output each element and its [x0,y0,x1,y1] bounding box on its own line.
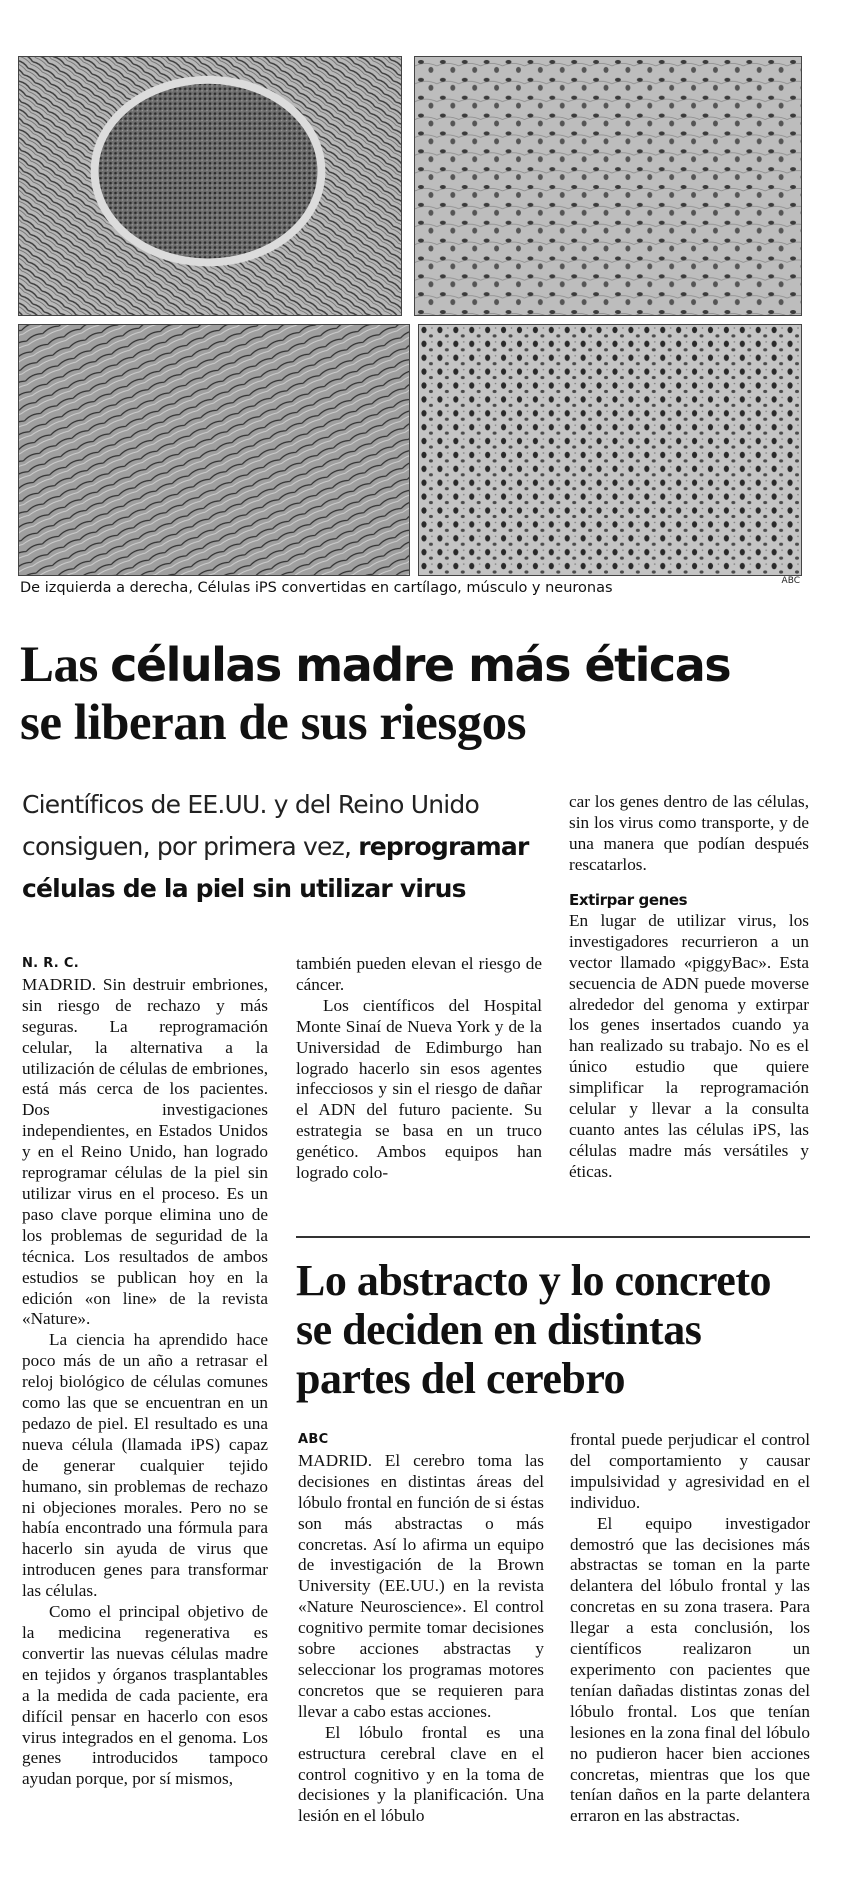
headline-bold: células madre más éticas [110,638,731,692]
article1-subhead [22,784,542,910]
article2-byline: ABC [298,1432,329,1447]
photo-credit: ABC [781,576,800,586]
article1-para5-end: car los genes dentro de las células, sin los virus como transporte, y de una manera que podían después rescatarlos. [569,792,809,874]
article1-column-3 [569,792,809,876]
article2-para2-end: frontal puede perjudicar el control del comportamiento y causar impulsividad y agresividad en el individuo. [570,1430,810,1512]
article1-byline: N. R. C. [22,956,79,971]
article1-para4: también pueden elevan el riesgo de cáncer. [296,954,542,994]
article1-subtitle: Extirpar genes [569,891,688,909]
photo-muscle-cells [18,324,410,576]
article1-para6: En lugar de utilizar virus, los investigadores recurrieron a un vector llamado «piggyBac». Esta secuencia de ADN puede moverse alrededor del genoma y extirpar los genes insertados cuando ya han realizado su trabajo. No es el único estudio que quiere simplificar la reprogramación celular y llevar a la consulta cuanto antes las células iPS, las células madre más versátiles y éticas. [569,910,809,1181]
article2-column-1 [298,1430,544,1827]
article-divider [296,1236,810,1238]
headline-line2: se liberan de sus riesgos [20,695,527,751]
article1-para2: La ciencia ha aprendido hace poco más de un año a retrasar el reloj biológico de células comunes como las que se encuentran en un pedazo de piel. El resultado es una nueva célula (llamada iPS) capaz de generar cualquier tejido humano, sin problemas de rechazo ni objeciones morales. Pero no se había encontrado una fórmula para hacerlo sin ayuda de virus que introducen genes para transformar las células. [22,1330,268,1601]
article2-para3: El equipo investigador demostró que las decisiones más abstractas se toman en la parte delantera del lóbulo frontal y las concretas en su zona trasera. Para llegar a esta conclusión, los científicos realizaron un experimento con pacientes que tenían dañadas distintas zonas del lóbulo frontal. Los que tenían lesiones en la zona final del lóbulo no pudieron hacer bien acciones concretas, mientras que los que tenían daños en la parte delantera erraron en las abstractas. [570,1513,810,1826]
article1-para5-start: Los científicos del Hospital Monte Sinaí de Nueva York y de la Universidad de Edimburgo han logrado hacerlo sin esos agentes infecciosos y sin el riesgo de dañar el ADN del futuro paciente. Su estrategia se basa en un truco genético. Ambos equipos han logrado colo- [296,995,542,1183]
photo-tissue-cells [414,56,802,316]
subhead-bold: reprogramar células de la piel sin utilizar virus [22,832,529,903]
article1-para3: Como el principal objetivo de la medicina regenerativa es convertir las nuevas células madre en tejidos y órganos trasplantables a la medida de cada paciente, era difícil pensar en hacerlo con esos virus integrados en el genoma. Los genes introducidos tampoco ayudan porque, por sí mismos, [22,1602,268,1789]
photo-caption: De izquierda a derecha, Células iPS convertidas en cartílago, músculo y neuronas [20,580,613,596]
photo-grid [18,56,802,576]
article1-column-1 [22,954,268,1790]
article1-column-3b [569,890,809,1183]
headline-prefix: Las [20,637,111,693]
article2-para2-start: El lóbulo frontal es una estructura cerebral clave en el control cognitivo y en la toma de decisiones y la planificación. Una lesión en el lóbulo [298,1722,544,1826]
article2-headline: Lo abstracto y lo concreto se deciden en distintas partes del cerebro [296,1256,771,1403]
article1-para1: MADRID. Sin destruir embriones, sin riesgo de rechazo y más seguras. La reprogramación celular, la alternativa a la utilización de células de embriones, está más cerca de los pacientes. Dos investigaciones independientes, en Estados Unidos y en el Reino Unido, han logrado reprogramar células de la piel sin utilizar virus en el proceso. Es un paso clave porque elimina uno de los problemas de seguridad de la técnica. Los resultados de ambos estudios se publican hoy en la edición «on line» de la revista «Nature». [22,974,268,1329]
article1-headline [20,636,820,752]
photo-neuron-cells [418,324,802,576]
article1-column-2 [296,954,542,1184]
subhead-plain: Científicos de EE.UU. y del Reino Unido consiguen, por primera vez, [22,790,479,861]
article2-column-2 [570,1430,810,1827]
article2-para1: MADRID. El cerebro toma las decisiones en distintas áreas del lóbulo frontal en función de si éstas son más abstractas o más concretas. Así lo afirma un equipo de investigación de la Brown University (EE.UU.) en la revista «Nature Neuroscience». El control cognitivo permite tomar decisiones sobre acciones abstractas y seleccionar los programas motores concretos que se requieren para llevar a cabo estas acciones. [298,1450,544,1721]
photo-cartilage-cells [18,56,402,316]
